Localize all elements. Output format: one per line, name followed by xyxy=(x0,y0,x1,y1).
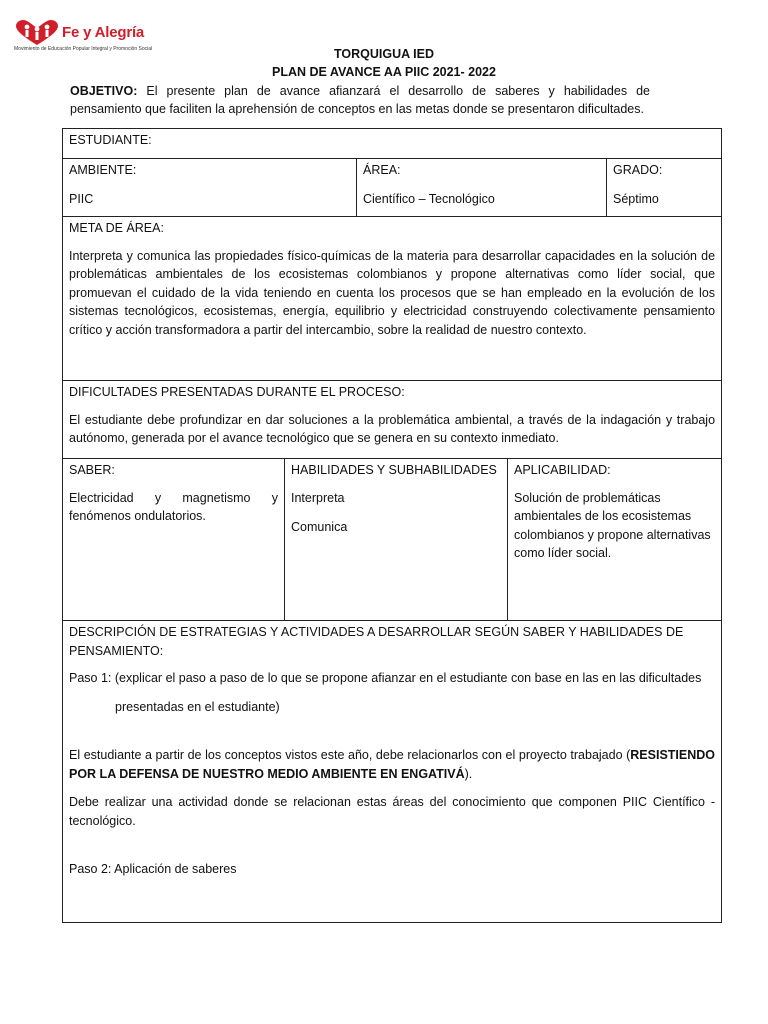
student-cell[interactable] xyxy=(63,129,722,159)
brand-name: Fe y Alegría xyxy=(62,24,145,41)
objective-text: El presente plan de avance afianzará el desarrollo de saberes y habilidades de pensamiento que faciliten la aprehensión de conceptos en las metas donde se presentaron dificultades. xyxy=(70,84,650,116)
paso2-text: Paso 2: Aplicación de saberes xyxy=(69,862,237,876)
habilidades-label: HABILIDADES Y SUBHABILIDADES xyxy=(291,463,497,477)
plan-table xyxy=(62,128,722,923)
saber-cell xyxy=(63,459,285,621)
descripcion-cell xyxy=(63,621,722,923)
dificultades-label: DIFICULTADES PRESENTADAS DURANTE EL PROCESO: xyxy=(69,385,405,399)
saber-label: SABER: xyxy=(69,463,115,477)
heart-people-icon xyxy=(14,20,60,46)
meta-label: META DE ÁREA: xyxy=(69,221,164,235)
proyecto-name: RESISTIENDO POR LA DEFENSA DE NUESTRO MEDIO AMBIENTE EN ENGATIVÁ xyxy=(69,748,716,781)
objective xyxy=(70,82,650,118)
descripcion-label: DESCRIPCIÓN DE ESTRATEGIAS Y ACTIVIDADES A DESARROLLAR SEGÚN SABER Y HABILIDADES DE PENSAMIENTO: xyxy=(69,625,684,658)
objective-label: OBJETIVO: xyxy=(70,84,138,98)
area-label: ÁREA: xyxy=(363,163,401,177)
student-label: ESTUDIANTE: xyxy=(69,133,152,147)
saber-text: Electricidad y magnetismo y fenómenos ondulatorios. xyxy=(69,490,278,523)
dificultades-cell xyxy=(63,381,722,459)
habilidad-interpreta: Interpreta xyxy=(291,490,345,505)
brand-tagline: Movimiento de Educación Popular Integral y Promoción Social xyxy=(14,46,153,52)
aplicabilidad-text: Solución de problemáticas ambientales de los ecosistemas colombianos y propone alternativas como líder social. xyxy=(514,490,711,560)
area-value: Científico – Tecnológico xyxy=(363,191,495,206)
area-cell xyxy=(357,159,607,217)
aplicabilidad-cell xyxy=(508,459,722,621)
meta-cell xyxy=(63,217,722,381)
grado-cell xyxy=(607,159,722,217)
estudiante-proyecto-text: El estudiante a partir de los conceptos vistos este año, debe relacionarlos con el proyecto trabajado (RESISTIENDO POR LA DEFENSA DE NUESTRO MEDIO AMBIENTE EN ENGATIVÁ). xyxy=(69,748,716,781)
habilidad-comunica: Comunica xyxy=(291,520,348,534)
paso1-text-cont: presentadas en el estudiante) xyxy=(115,699,280,714)
meta-text: Interpreta y comunica las propiedades físico-químicas de la materia para desarrollar capacidades en la solución de problemáticas ambientales de los ecosistemas colombianos y propone alternativas como líder social, que promuevan el cuidado de la vida teniendo en cuenta los procesos que se han empleado en la evolución de los sistemas tecnológicos, ecosistemas, energía, equilibrio y electricidad construyendo colectivamente pensamiento crítico y acción transformadora a partir del intercambio, sobre la realidad de nuestro contexto. xyxy=(69,248,716,337)
habilidades-cell xyxy=(285,459,508,621)
plan-title: PLAN DE AVANCE AA PIIC 2021- 2022 xyxy=(272,65,496,79)
paso1-text: Paso 1: (explicar el paso a paso de lo que se propone afianzar en el estudiante con base en las en las dificultades xyxy=(69,671,702,685)
grado-value: Séptimo xyxy=(613,191,659,206)
aplicabilidad-label: APLICABILIDAD: xyxy=(514,463,611,477)
grado-label: GRADO: xyxy=(613,163,663,177)
ambiente-value: PIIC xyxy=(69,191,94,206)
ambiente-cell xyxy=(63,159,357,217)
ambiente-label: AMBIENTE: xyxy=(69,163,137,177)
dificultades-text: El estudiante debe profundizar en dar soluciones a la problemática ambiental, a través de la indagación y trabajo autónomo, generada por el avance tecnológico que se genera en su contexto inmediato. xyxy=(69,412,716,445)
actividad-text: Debe realizar una actividad donde se relacionan estas áreas del conocimiento que componen PIIC Científico - tecnológico. xyxy=(69,795,716,828)
school-name: TORQUIGUA IED xyxy=(333,47,434,61)
